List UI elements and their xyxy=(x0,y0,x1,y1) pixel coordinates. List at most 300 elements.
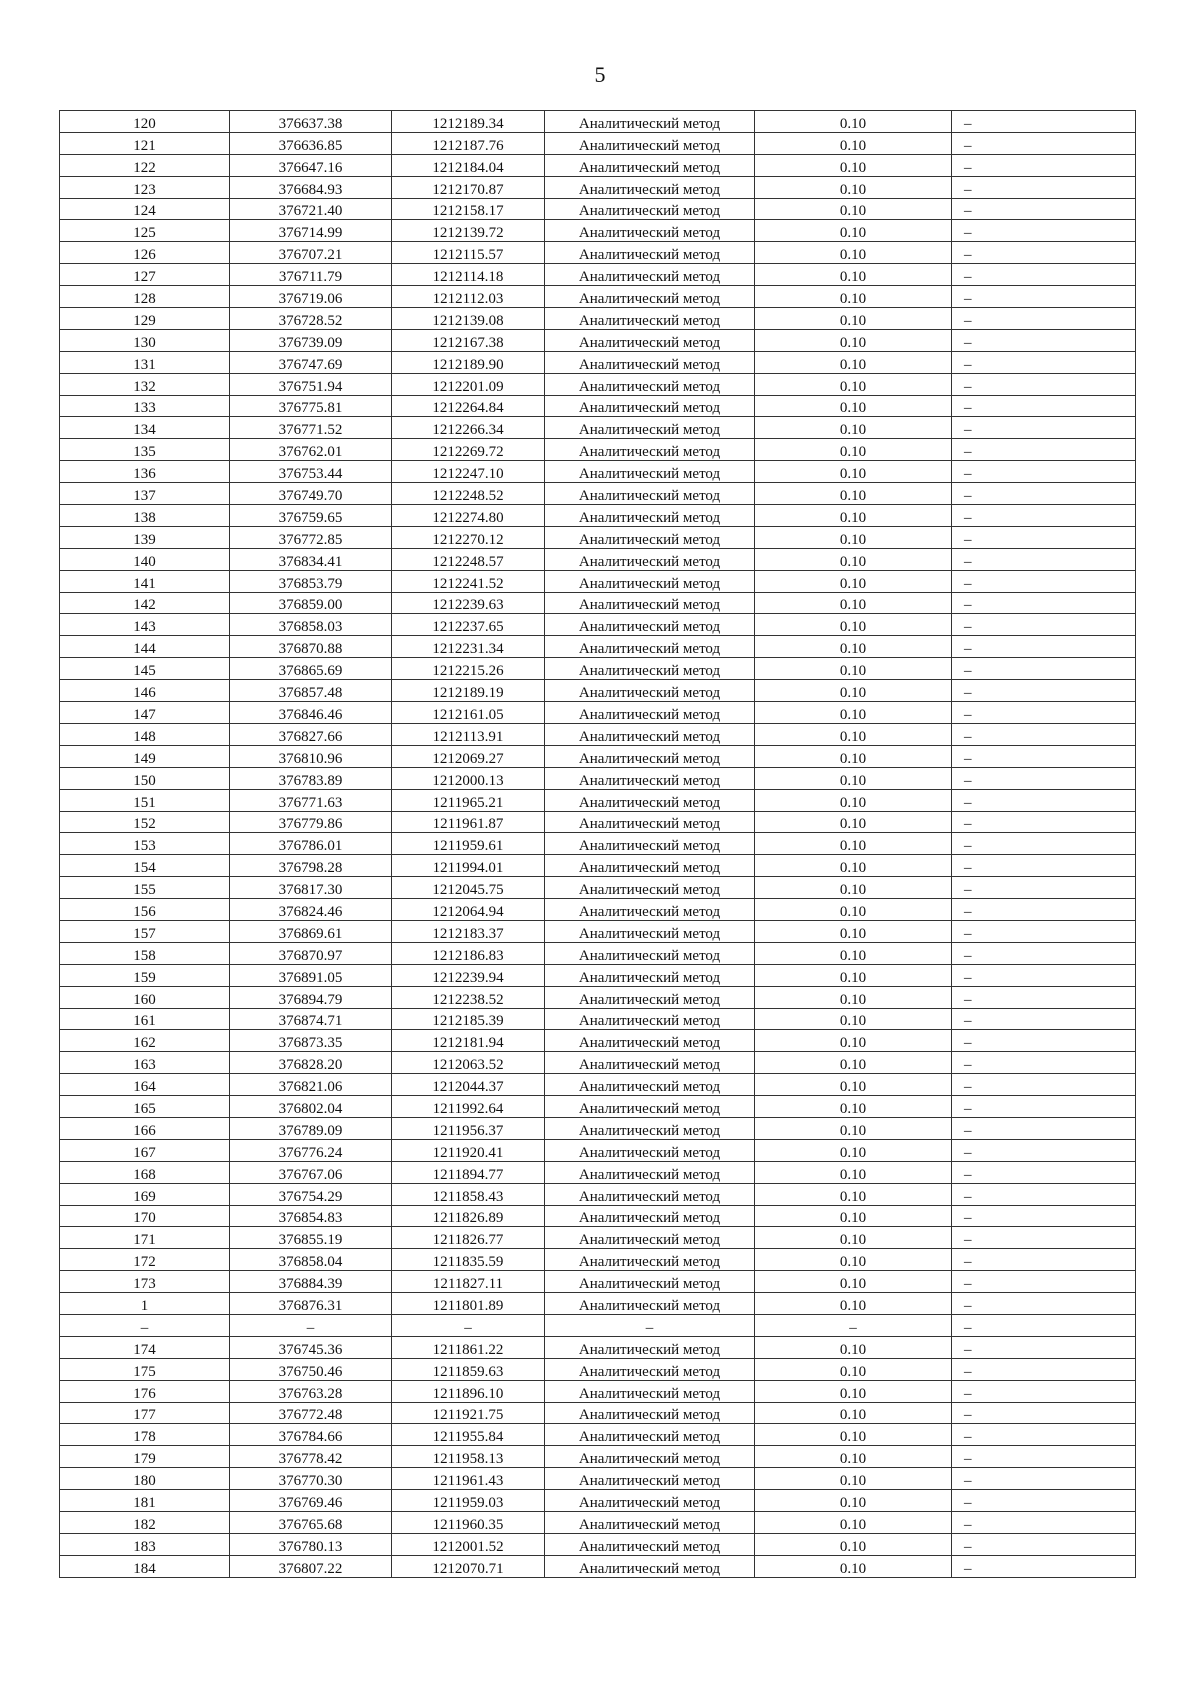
y-coordinate-cell: 1212044.37 xyxy=(392,1074,545,1096)
point-number-cell: 184 xyxy=(60,1555,230,1577)
table-row xyxy=(60,833,1136,855)
method-cell: Аналитический метод xyxy=(545,1249,755,1271)
accuracy-cell: 0.10 xyxy=(755,132,952,154)
accuracy-cell: 0.10 xyxy=(755,942,952,964)
y-coordinate-cell: 1211959.61 xyxy=(392,833,545,855)
note-cell: – xyxy=(952,308,1136,330)
method-cell: Аналитический метод xyxy=(545,680,755,702)
table-row xyxy=(60,767,1136,789)
note-cell: – xyxy=(952,176,1136,198)
accuracy-cell: 0.10 xyxy=(755,1446,952,1468)
y-coordinate-cell: 1212189.90 xyxy=(392,351,545,373)
method-cell: Аналитический метод xyxy=(545,570,755,592)
x-coordinate-cell: 376865.69 xyxy=(230,658,392,680)
note-cell: – xyxy=(952,1424,1136,1446)
y-coordinate-cell: 1211961.43 xyxy=(392,1468,545,1490)
point-number-cell: 122 xyxy=(60,154,230,176)
accuracy-cell: 0.10 xyxy=(755,1293,952,1315)
method-cell: Аналитический метод xyxy=(545,1227,755,1249)
table-row xyxy=(60,308,1136,330)
point-number-cell: 1 xyxy=(60,1293,230,1315)
point-number-cell: 121 xyxy=(60,132,230,154)
y-coordinate-cell: – xyxy=(392,1314,545,1336)
x-coordinate-cell: 376869.61 xyxy=(230,920,392,942)
point-number-cell: 146 xyxy=(60,680,230,702)
table-row xyxy=(60,176,1136,198)
accuracy-cell: 0.10 xyxy=(755,1096,952,1118)
note-cell: – xyxy=(952,242,1136,264)
y-coordinate-cell: 1212139.08 xyxy=(392,308,545,330)
point-number-cell: 123 xyxy=(60,176,230,198)
accuracy-cell: 0.10 xyxy=(755,745,952,767)
point-number-cell: 182 xyxy=(60,1512,230,1534)
note-cell: – xyxy=(952,373,1136,395)
method-cell: Аналитический метод xyxy=(545,154,755,176)
note-cell: – xyxy=(952,1183,1136,1205)
point-number-cell: 142 xyxy=(60,592,230,614)
y-coordinate-cell: 1212000.13 xyxy=(392,767,545,789)
accuracy-cell: 0.10 xyxy=(755,176,952,198)
table-row xyxy=(60,439,1136,461)
note-cell: – xyxy=(952,1490,1136,1512)
accuracy-cell: 0.10 xyxy=(755,1512,952,1534)
method-cell: Аналитический метод xyxy=(545,855,755,877)
table-row xyxy=(60,1490,1136,1512)
point-number-cell: 135 xyxy=(60,439,230,461)
method-cell: Аналитический метод xyxy=(545,461,755,483)
note-cell: – xyxy=(952,1139,1136,1161)
note-cell: – xyxy=(952,680,1136,702)
method-cell: Аналитический метод xyxy=(545,1008,755,1030)
table-row xyxy=(60,636,1136,658)
accuracy-cell: 0.10 xyxy=(755,614,952,636)
table-row xyxy=(60,899,1136,921)
point-number-cell: 165 xyxy=(60,1096,230,1118)
point-number-cell: 148 xyxy=(60,723,230,745)
note-cell: – xyxy=(952,899,1136,921)
y-coordinate-cell: 1212189.19 xyxy=(392,680,545,702)
x-coordinate-cell: 376721.40 xyxy=(230,198,392,220)
note-cell: – xyxy=(952,329,1136,351)
note-cell: – xyxy=(952,833,1136,855)
table-row xyxy=(60,505,1136,527)
table-row xyxy=(60,1358,1136,1380)
point-number-cell: 167 xyxy=(60,1139,230,1161)
y-coordinate-cell: 1212264.84 xyxy=(392,395,545,417)
table-row xyxy=(60,154,1136,176)
table-row xyxy=(60,483,1136,505)
method-cell: Аналитический метод xyxy=(545,1030,755,1052)
x-coordinate-cell: 376798.28 xyxy=(230,855,392,877)
note-cell: – xyxy=(952,461,1136,483)
accuracy-cell: 0.10 xyxy=(755,373,952,395)
point-number-cell: 162 xyxy=(60,1030,230,1052)
accuracy-cell: 0.10 xyxy=(755,220,952,242)
method-cell: Аналитический метод xyxy=(545,745,755,767)
point-number-cell: 139 xyxy=(60,526,230,548)
accuracy-cell: 0.10 xyxy=(755,723,952,745)
x-coordinate-cell: 376870.88 xyxy=(230,636,392,658)
note-cell: – xyxy=(952,439,1136,461)
y-coordinate-cell: 1212114.18 xyxy=(392,264,545,286)
point-number-cell: 127 xyxy=(60,264,230,286)
x-coordinate-cell: 376728.52 xyxy=(230,308,392,330)
table-row xyxy=(60,1446,1136,1468)
y-coordinate-cell: 1212247.10 xyxy=(392,461,545,483)
note-cell: – xyxy=(952,1512,1136,1534)
accuracy-cell: 0.10 xyxy=(755,811,952,833)
point-number-cell: 158 xyxy=(60,942,230,964)
method-cell: Аналитический метод xyxy=(545,1380,755,1402)
accuracy-cell: 0.10 xyxy=(755,789,952,811)
accuracy-cell: 0.10 xyxy=(755,767,952,789)
point-number-cell: 138 xyxy=(60,505,230,527)
point-number-cell: 128 xyxy=(60,286,230,308)
y-coordinate-cell: 1212239.63 xyxy=(392,592,545,614)
note-cell: – xyxy=(952,198,1136,220)
accuracy-cell: 0.10 xyxy=(755,877,952,899)
method-cell: Аналитический метод xyxy=(545,1512,755,1534)
table-row xyxy=(60,111,1136,133)
y-coordinate-cell: 1211959.03 xyxy=(392,1490,545,1512)
point-number-cell: 168 xyxy=(60,1161,230,1183)
point-number-cell: 179 xyxy=(60,1446,230,1468)
note-cell: – xyxy=(952,395,1136,417)
point-number-cell: 163 xyxy=(60,1052,230,1074)
note-cell: – xyxy=(952,351,1136,373)
y-coordinate-cell: 1212189.34 xyxy=(392,111,545,133)
method-cell: Аналитический метод xyxy=(545,986,755,1008)
point-number-cell: 149 xyxy=(60,745,230,767)
x-coordinate-cell: 376870.97 xyxy=(230,942,392,964)
table-row xyxy=(60,1380,1136,1402)
method-cell: Аналитический метод xyxy=(545,1446,755,1468)
method-cell: Аналитический метод xyxy=(545,505,755,527)
note-cell: – xyxy=(952,1271,1136,1293)
note-cell: – xyxy=(952,220,1136,242)
y-coordinate-cell: 1212183.37 xyxy=(392,920,545,942)
x-coordinate-cell: 376786.01 xyxy=(230,833,392,855)
accuracy-cell: 0.10 xyxy=(755,417,952,439)
method-cell: Аналитический метод xyxy=(545,1358,755,1380)
method-cell: Аналитический метод xyxy=(545,439,755,461)
y-coordinate-cell: 1212266.34 xyxy=(392,417,545,439)
point-number-cell: 159 xyxy=(60,964,230,986)
method-cell: Аналитический метод xyxy=(545,242,755,264)
x-coordinate-cell: 376828.20 xyxy=(230,1052,392,1074)
x-coordinate-cell: 376876.31 xyxy=(230,1293,392,1315)
y-coordinate-cell: 1211826.77 xyxy=(392,1227,545,1249)
method-cell: Аналитический метод xyxy=(545,789,755,811)
note-cell: – xyxy=(952,942,1136,964)
accuracy-cell: 0.10 xyxy=(755,1183,952,1205)
point-number-cell: 141 xyxy=(60,570,230,592)
accuracy-cell: 0.10 xyxy=(755,592,952,614)
accuracy-cell: 0.10 xyxy=(755,351,952,373)
point-number-cell: 125 xyxy=(60,220,230,242)
note-cell: – xyxy=(952,1249,1136,1271)
note-cell: – xyxy=(952,417,1136,439)
table-row xyxy=(60,1468,1136,1490)
note-cell: – xyxy=(952,1314,1136,1336)
accuracy-cell: 0.10 xyxy=(755,461,952,483)
point-number-cell: 132 xyxy=(60,373,230,395)
table-row xyxy=(60,286,1136,308)
accuracy-cell: 0.10 xyxy=(755,1271,952,1293)
note-cell: – xyxy=(952,505,1136,527)
table-row xyxy=(60,1161,1136,1183)
method-cell: Аналитический метод xyxy=(545,942,755,964)
method-cell: – xyxy=(545,1314,755,1336)
method-cell: Аналитический метод xyxy=(545,1117,755,1139)
x-coordinate-cell: 376772.48 xyxy=(230,1402,392,1424)
note-cell: – xyxy=(952,855,1136,877)
accuracy-cell: 0.10 xyxy=(755,1358,952,1380)
y-coordinate-cell: 1212158.17 xyxy=(392,198,545,220)
point-number-cell: 147 xyxy=(60,702,230,724)
accuracy-cell: 0.10 xyxy=(755,548,952,570)
table-row xyxy=(60,1096,1136,1118)
y-coordinate-cell: 1212115.57 xyxy=(392,242,545,264)
method-cell: Аналитический метод xyxy=(545,702,755,724)
note-cell: – xyxy=(952,1096,1136,1118)
method-cell: Аналитический метод xyxy=(545,877,755,899)
method-cell: Аналитический метод xyxy=(545,767,755,789)
method-cell: Аналитический метод xyxy=(545,833,755,855)
note-cell: – xyxy=(952,1117,1136,1139)
y-coordinate-cell: 1212248.57 xyxy=(392,548,545,570)
accuracy-cell: 0.10 xyxy=(755,286,952,308)
method-cell: Аналитический метод xyxy=(545,1490,755,1512)
point-number-cell: 166 xyxy=(60,1117,230,1139)
table-row xyxy=(60,395,1136,417)
point-number-cell: 143 xyxy=(60,614,230,636)
method-cell: Аналитический метод xyxy=(545,220,755,242)
accuracy-cell: 0.10 xyxy=(755,526,952,548)
note-cell: – xyxy=(952,1402,1136,1424)
y-coordinate-cell: 1211826.89 xyxy=(392,1205,545,1227)
note-cell: – xyxy=(952,1227,1136,1249)
point-number-cell: 175 xyxy=(60,1358,230,1380)
method-cell: Аналитический метод xyxy=(545,1161,755,1183)
y-coordinate-cell: 1212269.72 xyxy=(392,439,545,461)
point-number-cell: 164 xyxy=(60,1074,230,1096)
point-number-cell: 183 xyxy=(60,1533,230,1555)
method-cell: Аналитический метод xyxy=(545,1468,755,1490)
x-coordinate-cell: 376749.70 xyxy=(230,483,392,505)
note-cell: – xyxy=(952,1161,1136,1183)
x-coordinate-cell: 376834.41 xyxy=(230,548,392,570)
x-coordinate-cell: 376637.38 xyxy=(230,111,392,133)
note-cell: – xyxy=(952,723,1136,745)
y-coordinate-cell: 1212070.71 xyxy=(392,1555,545,1577)
method-cell: Аналитический метод xyxy=(545,286,755,308)
table-row xyxy=(60,548,1136,570)
accuracy-cell: 0.10 xyxy=(755,264,952,286)
x-coordinate-cell: 376778.42 xyxy=(230,1446,392,1468)
x-coordinate-cell: 376857.48 xyxy=(230,680,392,702)
x-coordinate-cell: 376874.71 xyxy=(230,1008,392,1030)
y-coordinate-cell: 1212181.94 xyxy=(392,1030,545,1052)
x-coordinate-cell: 376873.35 xyxy=(230,1030,392,1052)
accuracy-cell: 0.10 xyxy=(755,899,952,921)
note-cell: – xyxy=(952,1446,1136,1468)
method-cell: Аналитический метод xyxy=(545,417,755,439)
x-coordinate-cell: 376807.22 xyxy=(230,1555,392,1577)
point-number-cell: 177 xyxy=(60,1402,230,1424)
y-coordinate-cell: 1212184.04 xyxy=(392,154,545,176)
note-cell: – xyxy=(952,1052,1136,1074)
note-cell: – xyxy=(952,1205,1136,1227)
point-number-cell: 151 xyxy=(60,789,230,811)
accuracy-cell: 0.10 xyxy=(755,329,952,351)
note-cell: – xyxy=(952,811,1136,833)
table-row xyxy=(60,417,1136,439)
point-number-cell: 155 xyxy=(60,877,230,899)
method-cell: Аналитический метод xyxy=(545,526,755,548)
accuracy-cell: 0.10 xyxy=(755,198,952,220)
point-number-cell: 170 xyxy=(60,1205,230,1227)
accuracy-cell: 0.10 xyxy=(755,964,952,986)
accuracy-cell: 0.10 xyxy=(755,1161,952,1183)
y-coordinate-cell: 1211858.43 xyxy=(392,1183,545,1205)
table-row xyxy=(60,1271,1136,1293)
point-number-cell: 171 xyxy=(60,1227,230,1249)
accuracy-cell: 0.10 xyxy=(755,1249,952,1271)
y-coordinate-cell: 1212248.52 xyxy=(392,483,545,505)
y-coordinate-cell: 1212185.39 xyxy=(392,1008,545,1030)
method-cell: Аналитический метод xyxy=(545,811,755,833)
accuracy-cell: 0.10 xyxy=(755,1424,952,1446)
accuracy-cell: 0.10 xyxy=(755,680,952,702)
table-row xyxy=(60,351,1136,373)
x-coordinate-cell: 376747.69 xyxy=(230,351,392,373)
x-coordinate-cell: 376714.99 xyxy=(230,220,392,242)
accuracy-cell: 0.10 xyxy=(755,1205,952,1227)
note-cell: – xyxy=(952,1074,1136,1096)
y-coordinate-cell: 1212186.83 xyxy=(392,942,545,964)
method-cell: Аналитический метод xyxy=(545,658,755,680)
table-row xyxy=(60,570,1136,592)
y-coordinate-cell: 1211894.77 xyxy=(392,1161,545,1183)
point-number-cell: 140 xyxy=(60,548,230,570)
y-coordinate-cell: 1212045.75 xyxy=(392,877,545,899)
accuracy-cell: 0.10 xyxy=(755,154,952,176)
x-coordinate-cell: 376854.83 xyxy=(230,1205,392,1227)
y-coordinate-cell: 1212231.34 xyxy=(392,636,545,658)
accuracy-cell: 0.10 xyxy=(755,702,952,724)
y-coordinate-cell: 1211827.11 xyxy=(392,1271,545,1293)
y-coordinate-cell: 1212113.91 xyxy=(392,723,545,745)
x-coordinate-cell: 376821.06 xyxy=(230,1074,392,1096)
x-coordinate-cell: 376855.19 xyxy=(230,1227,392,1249)
x-coordinate-cell: 376824.46 xyxy=(230,899,392,921)
point-number-cell: 129 xyxy=(60,308,230,330)
point-number-cell: 134 xyxy=(60,417,230,439)
method-cell: Аналитический метод xyxy=(545,132,755,154)
note-cell: – xyxy=(952,1533,1136,1555)
table-row xyxy=(60,1008,1136,1030)
accuracy-cell: 0.10 xyxy=(755,242,952,264)
table-row xyxy=(60,1314,1136,1336)
note-cell: – xyxy=(952,592,1136,614)
x-coordinate-cell: 376817.30 xyxy=(230,877,392,899)
x-coordinate-cell: 376739.09 xyxy=(230,329,392,351)
x-coordinate-cell: 376775.81 xyxy=(230,395,392,417)
accuracy-cell: 0.10 xyxy=(755,1008,952,1030)
point-number-cell: 126 xyxy=(60,242,230,264)
point-number-cell: 180 xyxy=(60,1468,230,1490)
method-cell: Аналитический метод xyxy=(545,1139,755,1161)
note-cell: – xyxy=(952,636,1136,658)
x-coordinate-cell: 376827.66 xyxy=(230,723,392,745)
y-coordinate-cell: 1211994.01 xyxy=(392,855,545,877)
x-coordinate-cell: – xyxy=(230,1314,392,1336)
x-coordinate-cell: 376750.46 xyxy=(230,1358,392,1380)
table-row xyxy=(60,745,1136,767)
y-coordinate-cell: 1212187.76 xyxy=(392,132,545,154)
note-cell: – xyxy=(952,767,1136,789)
x-coordinate-cell: 376780.13 xyxy=(230,1533,392,1555)
table-row xyxy=(60,132,1136,154)
method-cell: Аналитический метод xyxy=(545,1424,755,1446)
x-coordinate-cell: 376745.36 xyxy=(230,1336,392,1358)
point-number-cell: 176 xyxy=(60,1380,230,1402)
method-cell: Аналитический метод xyxy=(545,1271,755,1293)
x-coordinate-cell: 376753.44 xyxy=(230,461,392,483)
note-cell: – xyxy=(952,920,1136,942)
accuracy-cell: 0.10 xyxy=(755,308,952,330)
y-coordinate-cell: 1212063.52 xyxy=(392,1052,545,1074)
method-cell: Аналитический метод xyxy=(545,308,755,330)
x-coordinate-cell: 376767.06 xyxy=(230,1161,392,1183)
table-row xyxy=(60,1052,1136,1074)
method-cell: Аналитический метод xyxy=(545,1336,755,1358)
note-cell: – xyxy=(952,154,1136,176)
x-coordinate-cell: 376779.86 xyxy=(230,811,392,833)
table-row xyxy=(60,1249,1136,1271)
y-coordinate-cell: 1212170.87 xyxy=(392,176,545,198)
x-coordinate-cell: 376891.05 xyxy=(230,964,392,986)
note-cell: – xyxy=(952,132,1136,154)
note-cell: – xyxy=(952,1030,1136,1052)
point-number-cell: 144 xyxy=(60,636,230,658)
y-coordinate-cell: 1212237.65 xyxy=(392,614,545,636)
y-coordinate-cell: 1211955.84 xyxy=(392,1424,545,1446)
x-coordinate-cell: 376711.79 xyxy=(230,264,392,286)
table-row xyxy=(60,680,1136,702)
x-coordinate-cell: 376859.00 xyxy=(230,592,392,614)
y-coordinate-cell: 1212201.09 xyxy=(392,373,545,395)
method-cell: Аналитический метод xyxy=(545,1402,755,1424)
x-coordinate-cell: 376765.68 xyxy=(230,1512,392,1534)
point-number-cell: 133 xyxy=(60,395,230,417)
point-number-cell: 156 xyxy=(60,899,230,921)
coordinates-table-body xyxy=(60,111,1136,1578)
point-number-cell: 157 xyxy=(60,920,230,942)
point-number-cell: 150 xyxy=(60,767,230,789)
accuracy-cell: 0.10 xyxy=(755,111,952,133)
x-coordinate-cell: 376769.46 xyxy=(230,1490,392,1512)
x-coordinate-cell: 376759.65 xyxy=(230,505,392,527)
table-row xyxy=(60,658,1136,680)
method-cell: Аналитический метод xyxy=(545,592,755,614)
point-number-cell: 136 xyxy=(60,461,230,483)
point-number-cell: – xyxy=(60,1314,230,1336)
table-row xyxy=(60,1533,1136,1555)
accuracy-cell: 0.10 xyxy=(755,1402,952,1424)
note-cell: – xyxy=(952,614,1136,636)
